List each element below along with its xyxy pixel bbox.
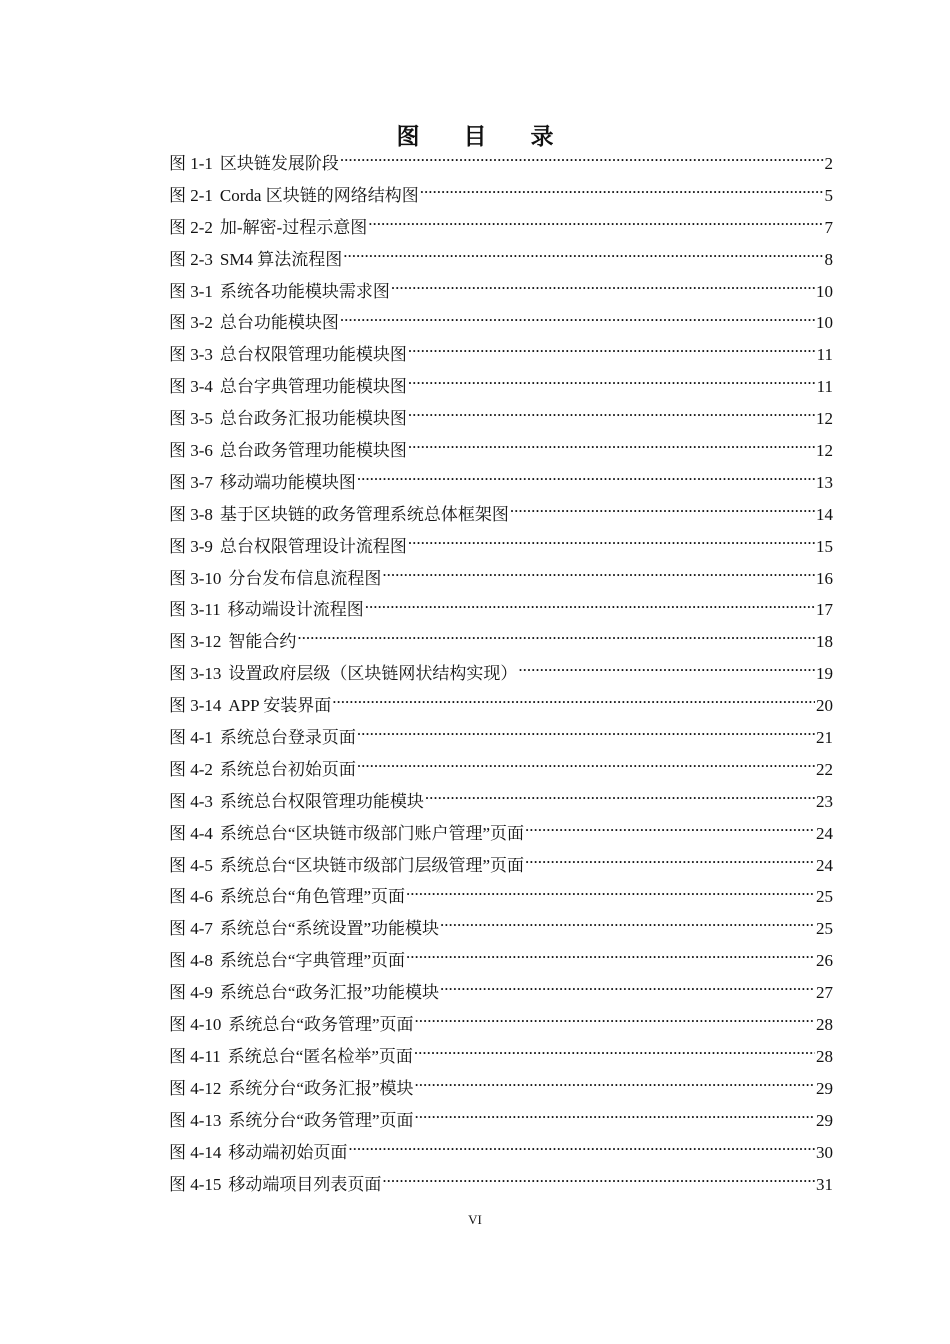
figure-page-number: 28 [816,1015,833,1035]
dot-leader [420,184,824,201]
figure-number: 图 4-3 [169,791,213,811]
figure-page-number: 12 [816,409,833,429]
figure-caption: 系统总台“匿名检举”页面 [227,1046,413,1066]
figure-entry[interactable] [169,594,833,626]
figure-caption: APP 安装界面 [228,696,332,716]
figure-page-number: 11 [816,345,833,365]
figure-number: 图 3-6 [169,441,213,461]
dot-leader [297,630,815,647]
figure-entry[interactable] [169,818,833,850]
figure-entry[interactable] [169,371,833,403]
figure-caption: 移动端初始页面 [228,1142,348,1162]
figure-page-number: 11 [816,377,833,397]
figure-entry[interactable] [169,754,833,786]
dot-leader [440,981,815,998]
figure-entry-label [169,913,439,945]
dot-leader [343,248,823,265]
figure-entry[interactable] [169,626,833,658]
figure-number: 图 2-1 [169,185,213,205]
figure-caption: 系统总台“区块链市级部门层级管理”页面 [219,855,525,875]
figure-entry[interactable] [169,1137,833,1169]
figure-entry-label [169,658,517,690]
figure-page-number: 27 [816,983,833,1003]
figure-caption: 系统总台初始页面 [219,759,356,779]
dot-leader [365,598,815,615]
figure-entry-label [169,371,407,403]
figure-caption: 系统分台“政务管理”页面 [228,1110,414,1130]
figure-caption: 移动端设计流程图 [227,600,364,620]
figure-caption: 总台政务管理功能模块图 [219,441,407,461]
dot-leader [408,375,816,392]
figure-page-number: 17 [816,600,833,620]
dot-leader [368,216,823,233]
figure-number: 图 4-11 [169,1046,221,1066]
figure-page-number: 23 [816,791,833,811]
figure-entry[interactable] [169,339,833,371]
dot-leader [340,311,815,328]
dot-leader [408,407,815,424]
figure-entry-label [169,435,407,467]
dot-leader [408,535,815,552]
figure-entry-label [169,786,424,818]
dot-leader [525,854,815,871]
dot-leader [425,790,815,807]
figure-entry-label [169,1073,414,1105]
dot-leader [408,343,816,360]
figure-entry-label [169,276,390,308]
figure-page-number: 20 [816,696,833,716]
figure-number: 图 3-4 [169,377,213,397]
figure-entry-label [169,1137,347,1169]
figure-number: 图 3-8 [169,504,213,524]
figure-entry[interactable] [169,1009,833,1041]
figure-page-number: 24 [816,823,833,843]
figure-caption: 系统总台“字典管理”页面 [219,951,406,971]
figure-caption: 系统各功能模块需求图 [219,281,390,301]
figure-number: 图 4-7 [169,919,213,939]
figure-entry-label [169,499,509,531]
dot-leader [348,1141,815,1158]
figure-page-number: 7 [824,217,833,237]
figure-entry-label [169,1105,414,1137]
figure-caption: 移动端项目列表页面 [228,1174,382,1194]
figure-number: 图 3-12 [169,632,222,652]
figure-caption: 系统总台权限管理功能模块 [219,791,424,811]
figure-page-number: 5 [824,185,833,205]
figure-entry-label [169,403,407,435]
figure-number: 图 4-1 [169,728,213,748]
figure-number: 图 2-3 [169,249,213,269]
dot-leader [357,758,815,775]
figure-caption: 总台功能模块图 [219,313,339,333]
figure-entry-label [169,1041,413,1073]
figure-entry-label [169,945,405,977]
figure-entry[interactable] [169,1169,833,1201]
dot-leader [415,1109,815,1126]
figure-caption: 智能合约 [228,632,297,652]
figure-page-number: 15 [816,536,833,556]
figure-number: 图 4-15 [169,1174,222,1194]
figure-number: 图 3-7 [169,472,213,492]
figure-caption: 系统总台登录页面 [219,728,356,748]
figure-caption: 系统总台“区块链市级部门账户管理”页面 [219,823,525,843]
figure-number: 图 3-13 [169,664,222,684]
figure-entry-label [169,467,356,499]
figure-entry[interactable] [169,786,833,818]
figure-entry-label [169,594,364,626]
dot-leader [382,1173,815,1190]
figure-caption: 加-解密-过程示意图 [219,217,368,237]
figure-entry[interactable] [169,403,833,435]
figure-number: 图 3-1 [169,281,213,301]
dot-leader [332,694,815,711]
figure-page-number: 24 [816,855,833,875]
figure-entry-label [169,180,419,212]
figure-entry[interactable] [169,722,833,754]
figure-caption: 设置政府层级（区块链网状结构实现） [228,664,518,684]
figure-caption: 总台政务汇报功能模块图 [219,409,407,429]
figure-entry[interactable] [169,658,833,690]
dot-leader [340,152,824,169]
dot-leader [406,949,815,966]
figure-number: 图 4-13 [169,1110,222,1130]
figure-caption: 分台发布信息流程图 [228,568,382,588]
figure-entry-label [169,563,381,595]
figure-number: 图 4-5 [169,855,213,875]
figure-number: 图 4-4 [169,823,213,843]
figure-entry[interactable] [169,467,833,499]
figure-caption: 区块链发展阶段 [219,154,339,173]
figure-page-number: 21 [816,728,833,748]
figure-entry-label [169,690,331,722]
dot-leader [510,503,815,520]
dot-leader [414,1045,815,1062]
figure-number: 图 3-11 [169,600,221,620]
figure-entry[interactable] [169,945,833,977]
figure-page-number: 13 [816,472,833,492]
figure-number: 图 3-3 [169,345,213,365]
figure-page-number: 22 [816,759,833,779]
figure-number: 图 1-1 [169,154,213,173]
figure-caption: Corda 区块链的网络结构图 [219,185,419,205]
figure-entry-label [169,754,356,786]
figure-number: 图 3-5 [169,409,213,429]
figure-entry-label [169,531,407,563]
figure-page-number: 18 [816,632,833,652]
figure-page-number: 29 [816,1078,833,1098]
figure-page-number: 14 [816,504,833,524]
figure-number: 图 3-9 [169,536,213,556]
figure-entry[interactable] [169,307,833,339]
figure-entry-label [169,722,356,754]
figure-page-number: 8 [824,249,833,269]
figure-number: 图 3-2 [169,313,213,333]
figure-entry-label [169,977,439,1009]
figure-caption: 总台权限管理设计流程图 [219,536,407,556]
figure-page-number: 10 [816,281,833,301]
figure-entry[interactable] [169,881,833,913]
dot-leader [408,439,815,456]
figure-entry[interactable] [169,499,833,531]
figure-entry-label [169,1169,381,1201]
dot-leader [518,662,815,679]
dot-leader [415,1077,815,1094]
figure-caption: 移动端功能模块图 [219,472,356,492]
figure-caption: 系统总台“政务汇报”功能模块 [219,983,440,1003]
figure-entry[interactable] [169,148,833,180]
figure-caption: 总台权限管理功能模块图 [219,345,407,365]
figure-number: 图 4-14 [169,1142,222,1162]
dot-leader [391,280,815,297]
figure-caption: 系统总台“政务管理”页面 [228,1015,414,1035]
dot-leader [357,471,815,488]
figure-caption: 总台字典管理功能模块图 [219,377,407,397]
figure-caption: 系统分台“政务汇报”模块 [228,1078,414,1098]
figure-entry-label [169,244,342,276]
figure-page-number: 12 [816,441,833,461]
dot-leader [525,822,815,839]
figure-entry[interactable] [169,690,833,722]
figure-entry[interactable] [169,244,833,276]
figure-entry-label [169,212,367,244]
figure-entry[interactable] [169,1105,833,1137]
figure-number: 图 4-2 [169,759,213,779]
figure-page-number: 25 [816,919,833,939]
figure-caption: 系统总台“角色管理”页面 [219,887,406,907]
figure-number: 图 2-2 [169,217,213,237]
dot-leader [415,1013,815,1030]
figure-entry[interactable] [169,531,833,563]
figure-entry[interactable] [169,180,833,212]
figure-number: 图 4-6 [169,887,213,907]
figure-caption: 基于区块链的政务管理系统总体框架图 [219,504,509,524]
figure-entry-label [169,148,339,180]
figure-number: 图 3-10 [169,568,222,588]
figure-page-number: 26 [816,951,833,971]
dot-leader [357,726,815,743]
figure-caption: 系统总台“系统设置”功能模块 [219,919,440,939]
figure-entry[interactable] [169,913,833,945]
page-title: 图 目 录 [396,124,572,150]
figure-entry[interactable] [169,1073,833,1105]
figure-entry[interactable] [169,977,833,1009]
figure-entry-label [169,626,296,658]
figure-entry-label [169,818,524,850]
figure-entry-label [169,307,339,339]
dot-leader [382,567,815,584]
figure-entry[interactable] [169,850,833,882]
figure-entry[interactable] [169,276,833,308]
figure-page-number: 19 [816,664,833,684]
figure-page-number: 10 [816,313,833,333]
figure-entry[interactable] [169,435,833,467]
figure-entry-label [169,339,407,371]
figure-page-number: 2 [824,154,833,173]
figure-number: 图 3-14 [169,696,222,716]
figure-caption: SM4 算法流程图 [219,249,343,269]
figure-number: 图 4-12 [169,1078,222,1098]
figure-entry[interactable] [169,563,833,595]
page-number: VI [468,1212,482,1227]
figure-entry[interactable] [169,1041,833,1073]
figure-page-number: 28 [816,1046,833,1066]
figure-number: 图 4-10 [169,1015,222,1035]
figure-page-number: 25 [816,887,833,907]
figure-page-number: 30 [816,1142,833,1162]
figure-page-number: 31 [816,1174,833,1194]
figure-entry-label [169,1009,414,1041]
figure-page-number: 16 [816,568,833,588]
dot-leader [406,885,815,902]
figure-list [169,148,833,1200]
figure-page-number: 29 [816,1110,833,1130]
figure-entry-label [169,850,524,882]
figure-entry[interactable] [169,212,833,244]
dot-leader [440,917,815,934]
figure-entry-label [169,881,405,913]
figure-number: 图 4-8 [169,951,213,971]
figure-number: 图 4-9 [169,983,213,1003]
